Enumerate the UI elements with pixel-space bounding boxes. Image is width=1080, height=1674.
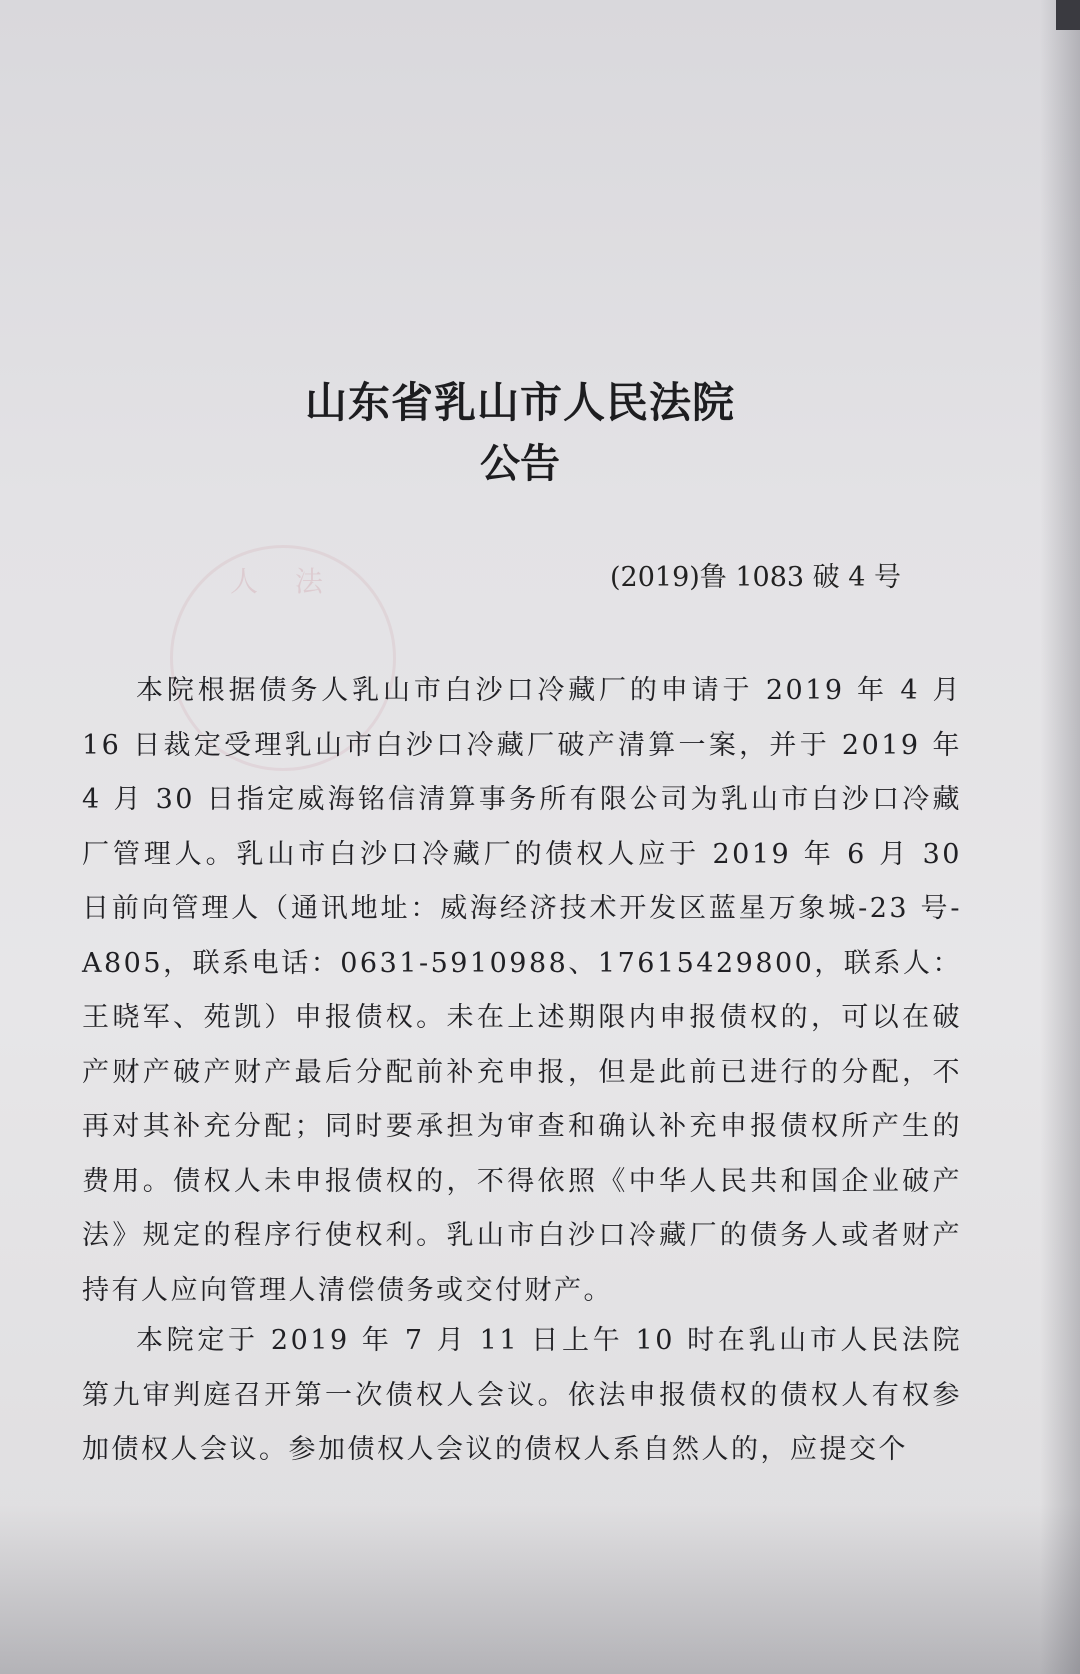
paragraph-creditors-meeting: 本院定于 2019 年 7 月 11 日上午 10 时在乳山市人民法院第九审判庭召开第一次债权人会议。依法申报债权的债权人有权参加债权人会议。参加债权人会议的债权人系自然人的，应提交个 xyxy=(82,1325,962,1465)
paragraph-creditor-claims: 本院根据债务人乳山市白沙口冷藏厂的申请于 2019 年 4 月 16 日裁定受理乳山市白沙口冷藏厂破产清算一案，并于 2019 年 4 月 30 日指定威海铭信清算事务所有限公司为乳山市白沙口冷藏厂管理人。乳山市白沙口冷藏厂的债权人应于 2019 年 6 月 30 日前向管理人（通讯地址：威海经济技术开发区蓝星万象城-23 号-A805，联系电话：0631-5910988、17615429800，联系人：王晓军、苑凯）申报债权。未在上述期限内申报债权的，可以在破产财产破产财产最后分配前补充申报，但是此前已进行的分配，不再对其补充分配；同时要承担为审查和确认补充申报债权所产生的费用。债权人未申报债权的，不得依照《中华人民共和国企业破产法》规定的程序行使权利。乳山市白沙口冷藏厂的债务人或者财产持有人应向管理人清偿债务或交付财产。 xyxy=(82,675,962,1306)
court-seal-text: 人 法 xyxy=(230,565,337,598)
announcement-heading: 公告 xyxy=(480,441,560,487)
case-number: (2019)鲁 1083 破 4 号 xyxy=(610,562,902,593)
background-corner xyxy=(1056,0,1080,30)
page-bottom-shadow xyxy=(0,1504,1080,1674)
court-title: 山东省乳山市人民法院 xyxy=(304,378,735,427)
page-edge-shadow xyxy=(1040,0,1080,1674)
